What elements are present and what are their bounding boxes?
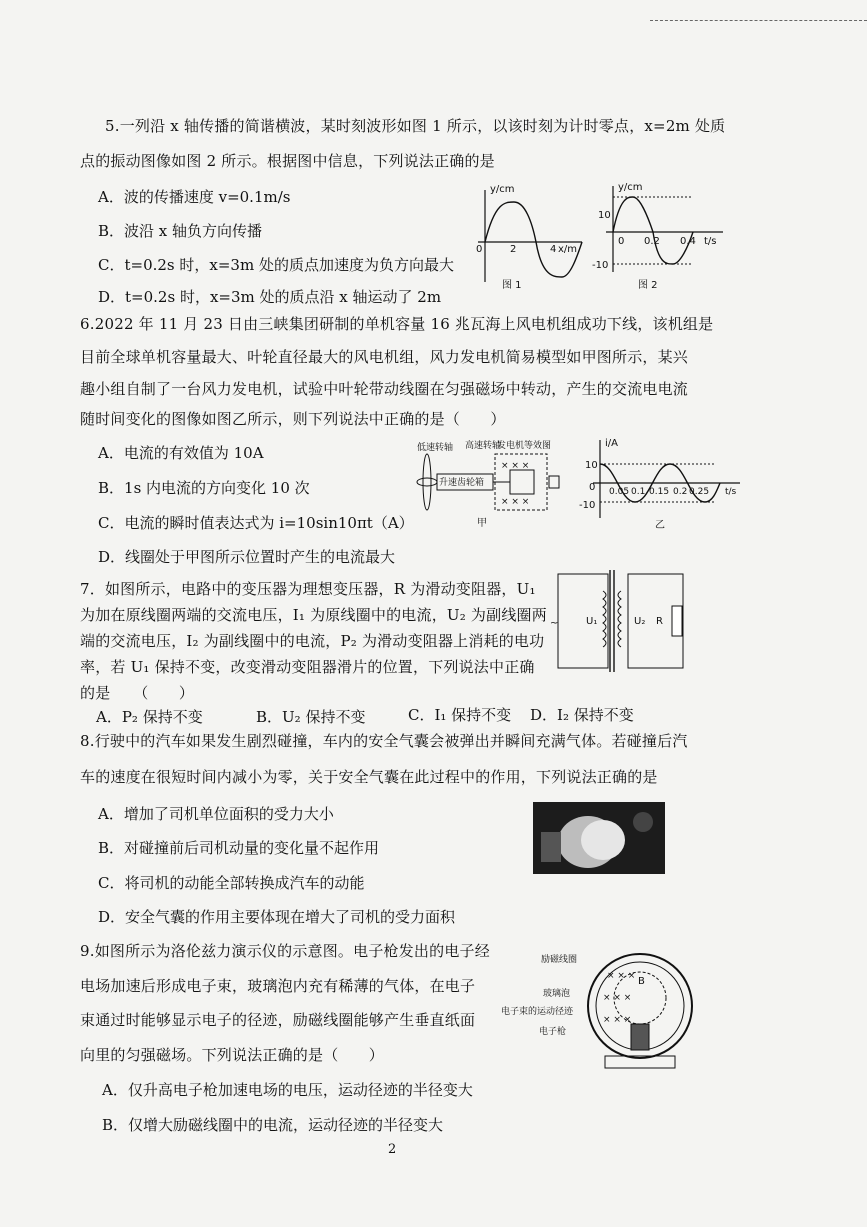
q7-option-a: A．P₂ 保持不变	[96, 708, 203, 726]
q5-figure-2-vibration-graph	[592, 182, 728, 292]
q5-option-a: A．波的传播速度 v=0.1m/s	[98, 188, 291, 206]
q7-fig-r: R	[656, 616, 663, 627]
q8-option-b: B．对碰撞前后司机动量的变化量不起作用	[98, 839, 380, 857]
q6-jia-low-speed-label: 低速转轴	[417, 443, 454, 453]
q6-jia-caption: 甲	[477, 518, 487, 529]
q6-yi-caption: 乙	[655, 520, 665, 531]
q9-stem-line2: 电场加速后形成电子束，玻璃泡内充有稀薄的气体，在电子	[80, 977, 476, 995]
q5-fig2-ylabel: y/cm	[618, 182, 643, 193]
q6-jia-generator-label: 发电机等效图	[497, 441, 552, 451]
q6-yi-ylabel: i/A	[605, 438, 618, 449]
q6-option-b: B．1s 内电流的方向变化 10 次	[98, 479, 310, 497]
q5-fig2-top: 10	[598, 210, 611, 221]
q6-yi-top: 10	[585, 460, 598, 471]
svg-text:× × ×: × × ×	[607, 971, 636, 981]
q6-yi-tick-01: 0.1	[631, 487, 646, 497]
q7-stem-line1: 7．如图所示，电路中的变压器为理想变压器，R 为滑动变阻器，U₁	[80, 580, 536, 598]
q9-stem-line3: 束通过时能够显示电子的径迹，励磁线圈能够产生垂直纸面	[80, 1011, 476, 1029]
q9-fig-gun-label: 电子枪	[539, 1027, 567, 1037]
q6-yi-tick-025: 0.25	[689, 487, 710, 497]
q8-option-a: A．增加了司机单位面积的受力大小	[98, 805, 334, 823]
q9-stem-line1: 9.如图所示为洛伦兹力演示仪的示意图。电子枪发出的电子经	[80, 942, 490, 960]
q5-stem-line2: 点的振动图像如图 2 所示。根据图中信息，下列说法正确的是	[80, 152, 495, 170]
q5-fig1-tick4: 4	[550, 244, 557, 255]
q5-option-b: B．波沿 x 轴负方向传播	[98, 222, 263, 240]
q7-option-c: C．I₁ 保持不变	[408, 706, 512, 724]
q5-fig1-origin: 0	[476, 244, 483, 255]
q5-fig2-tick02: 0.2	[644, 236, 660, 247]
q6-stem-line4: 随时间变化的图像如图乙所示，则下列说法中正确的是（ ）	[80, 410, 506, 428]
q7-figure-transformer-circuit	[548, 566, 698, 676]
q5-option-c: C．t=0.2s 时，x=3m 处的质点加速度为负方向最大	[98, 256, 454, 274]
q8-airbag-photo	[533, 802, 665, 874]
q6-jia-high-speed-label: 高速转轴	[465, 441, 502, 451]
q6-option-c: C．电流的瞬时值表达式为 i=10sin10πt（A）	[98, 514, 414, 532]
q7-fig-u1: U₁	[586, 616, 598, 627]
q9-fig-b-label: B	[638, 976, 645, 987]
q5-stem-line1: 5.一列沿 x 轴传播的简谐横波，某时刻波形如图 1 所示，以该时刻为计时零点，x=2m 处质	[105, 117, 726, 135]
q5-fig1-ylabel: y/cm	[490, 184, 515, 195]
q5-fig2-caption: 图 2	[638, 280, 658, 291]
q6-yi-bottom: -10	[579, 500, 596, 511]
q7-option-d: D．I₂ 保持不变	[530, 706, 634, 724]
q9-fig-coil-label: 励磁线圈	[541, 955, 578, 965]
svg-text:× × ×: × × ×	[603, 993, 632, 1003]
q8-stem-line2: 车的速度在很短时间内减小为零，关于安全气囊在此过程中的作用，下列说法正确的是	[80, 768, 658, 786]
svg-text:~: ~	[550, 618, 559, 629]
q6-option-a: A．电流的有效值为 10A	[98, 444, 264, 462]
q6-yi-xlabel: t/s	[725, 487, 737, 497]
q9-option-a: A．仅升高电子枪加速电场的电压，运动径迹的半径变大	[102, 1081, 473, 1099]
q6-figure-yi-current-graph	[575, 438, 745, 530]
q5-fig2-tick04: 0.4	[680, 236, 696, 247]
q7-fig-u2: U₂	[634, 616, 646, 627]
q7-stem-line5: 的是 （ ）	[80, 684, 195, 702]
svg-text:× × ×: × × ×	[603, 1015, 632, 1025]
q8-option-c: C．将司机的动能全部转换成汽车的动能	[98, 874, 365, 892]
q6-stem-line1: 6.2022 年 11 月 23 日由三峡集团研制的单机容量 16 兆瓦海上风电机组成功下线，该机组是	[80, 315, 714, 333]
q5-fig2-bottom: -10	[592, 260, 609, 271]
q9-fig-path-label: 电子束的运动径迹	[501, 1007, 574, 1017]
q5-figure-1-wave-graph	[470, 182, 590, 292]
q5-fig2-xlabel: t/s	[704, 236, 717, 247]
q6-figure-jia-wind-generator	[415, 438, 565, 530]
header-dashed-line	[650, 20, 867, 21]
q5-fig2-origin: 0	[618, 236, 625, 247]
q6-yi-tick-005: 0.05	[609, 487, 630, 497]
q7-stem-line3: 端的交流电压，I₂ 为副线圈中的电流，P₂ 为滑动变阻器上消耗的电功	[80, 632, 545, 650]
q6-yi-tick-02: 0.2	[673, 487, 688, 497]
q6-stem-line2: 目前全球单机容量最大、叶轮直径最大的风电机组，风力发电机简易模型如甲图所示，某兴	[80, 348, 689, 366]
q6-stem-line3: 趣小组自制了一台风力发电机，试验中叶轮带动线圈在匀强磁场中转动，产生的交流电电流	[80, 380, 689, 398]
q5-fig1-caption: 图 1	[502, 280, 522, 291]
q7-stem-line4: 率，若 U₁ 保持不变，改变滑动变阻器滑片的位置，下列说法中正确	[80, 658, 535, 676]
q7-option-b: B．U₂ 保持不变	[256, 708, 366, 726]
svg-text:× × ×: × × ×	[501, 461, 530, 471]
q8-stem-line1: 8.行驶中的汽车如果发生剧烈碰撞，车内的安全气囊会被弹出并瞬间充满气体。若碰撞后汽	[80, 732, 688, 750]
q8-option-d: D．安全气囊的作用主要体现在增大了司机的受力面积	[98, 908, 456, 926]
q6-yi-tick-015: 0.15	[649, 487, 670, 497]
q6-jia-gearbox-label: 升速齿轮箱	[439, 478, 485, 488]
q5-fig1-tick2: 2	[510, 244, 517, 255]
q9-fig-bulb-label: 玻璃泡	[543, 989, 571, 999]
page-number: 2	[388, 1142, 397, 1157]
q5-fig1-xlabel: x/m	[558, 244, 578, 255]
q9-stem-line4: 向里的匀强磁场。下列说法正确的是（ ）	[80, 1046, 385, 1064]
q6-option-d: D．线圈处于甲图所示位置时产生的电流最大	[98, 548, 396, 566]
q7-stem-line2: 为加在原线圈两端的交流电压，I₁ 为原线圈中的电流，U₂ 为副线圈两	[80, 606, 547, 624]
q5-option-d: D．t=0.2s 时，x=3m 处的质点沿 x 轴运动了 2m	[98, 288, 442, 306]
q9-option-b: B．仅增大励磁线圈中的电流，运动径迹的半径变大	[102, 1116, 444, 1134]
q9-figure-lorentz-apparatus	[495, 948, 695, 1072]
q6-yi-origin: 0	[589, 482, 596, 493]
svg-text:× × ×: × × ×	[501, 497, 530, 507]
